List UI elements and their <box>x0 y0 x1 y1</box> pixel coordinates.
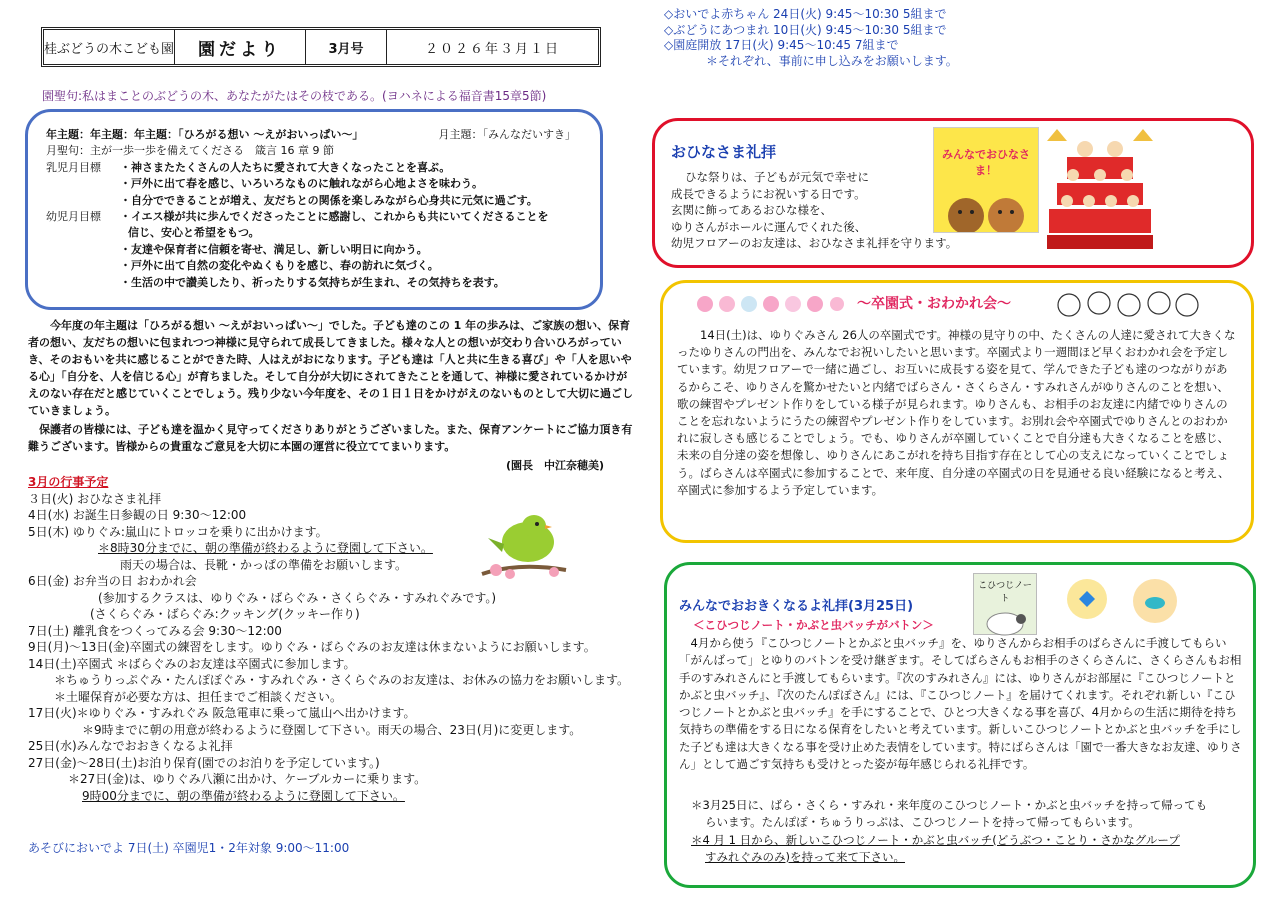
youji-goal: ・友達や保育者に信頼を寄せ、満足し、新しい明日に向かう。 <box>120 242 428 256</box>
ookiku-notes <box>691 797 1207 866</box>
badge-icon <box>1129 573 1181 627</box>
month-verse: 月聖句：主が一歩一歩を備えてくださる 箴言 16 章 9 節 <box>46 144 334 158</box>
year-theme: 年主題：年主題：年主題：「ひろがる想い ～えがおいっぱい～」 <box>46 128 364 141</box>
hinamatsuri-box <box>652 118 1254 268</box>
event-line: 7日(土) 離乳食をつくってみる会 9:30～12:00 <box>28 623 282 638</box>
event-line: ＊ちゅうりっぷぐみ・たんぽぽぐみ・すみれぐみ・さくらぐみのお友達は、お休みの協力をお願いします。 <box>54 673 630 687</box>
graduation-box <box>660 280 1254 543</box>
open-event-line: ◇園庭開放 17日(火) 9:45～10:45 7組まで <box>664 38 899 52</box>
event-line: ＊土曜保育が必要な方は、担任までご相談ください。 <box>54 689 343 704</box>
notebook-label: こひつじノート <box>978 581 1032 604</box>
events-heading: 3月の行事予定 <box>28 475 109 489</box>
ookiku-note: らいます。たんぽぽ・ちゅうりっぷは、こひつじノートを持って帰ってもらいます。 <box>705 815 1140 830</box>
event-line: (参加するクラスは、ゆりぐみ・ばらぐみ・さくらぐみ・すみれぐみです。) <box>98 590 497 605</box>
principal-signature: (園長 中江奈穂美) <box>506 459 605 472</box>
ookiku-text: 4月から使う『こひつじノートとかぶと虫バッチ』を、ゆりさんからお相手のばらさんに手渡してもらい「がんばって」とゆりのバトンを受け継ぎます。そしてばらさんもお相手のさくらさんに、さくらさんもお相手のすみれさんにと手渡してもらいます。『次のすみれさん』には、ゆりさんがお部屋に『こひつじノートとかぶと虫バッチ』、『次のたんぽぽさん』には、『こひつじノート』を届けてくれます。それぞれ新しい『こひつじノートとかぶと虫バッチ』を手にすることで、ひとつ大きくなる事を喜び、4月からの生活に期待を持ち気持ちの準備をする日になる保育をしたいと考えています。新しいこひつじノートとかぶと虫バッチを手にした子ども達は大きくなる事を受け止めた表情をしています。特にばらさんは「園で一番大きなお友達、ゆりさん」として過ごす気持ちも受けとった姿が毎年感じられる礼拝です。 <box>679 636 1242 772</box>
event-line: 17日(火)＊ゆりぐみ・すみれぐみ 阪急電車に乗って嵐山へ出かけます。 <box>28 706 416 720</box>
event-line: ３日(火) おひなさま礼拝 <box>28 491 162 506</box>
ookiku-note: ＊3月25日に、ばら・さくら・すみれ・来年度のこひつじノート・かぶと虫バッチを持って帰っても <box>691 798 1208 812</box>
children-illustration <box>1051 289 1201 329</box>
event-line: 雨天の場合は、長靴・かっぱの準備をお願いします。 <box>120 557 408 572</box>
principal-message-1: 今年度の年主題は「ひろがる想い ～えがおいっぱい～」でした。子ども達のこの 1 年の歩みは、ご家族の想い、保育者の想い、友だちの想いに包まれつつ神様に見守られて成長してきました。様々な人との想いが交わり合いひろがっていき、そのおもいを共に感じることができた時、人はえがおになります。子ども達は「人と共に生きる喜び」や「人を思いやる心」「自分を、人を信じる心」が育ちました。そして自分が大切にされてきたことを通して、神様に愛されているかけがえのない存在だと感じていくことでしょう。残り少ない今年度を、その１日１日をかけがえのないものとして大切に過ごしていきましょう。 <box>28 319 633 417</box>
nyuji-label: 乳児月目標 <box>46 160 101 174</box>
month-theme: 月主題：「みんなだいすき」 <box>438 128 576 141</box>
event-line: 6日(金) お弁当の日 おわかれ会 <box>28 574 197 588</box>
nyuji-goal: ・神さまたたくさんの人たちに愛されて大きくなったことを喜ぶ。 <box>120 160 451 174</box>
event-line: 9日(月)～13日(金)卒園式の練習をします。ゆりぐみ・ばらぐみのお友達は休まないようにお願いします。 <box>28 640 596 654</box>
hinamatsuri-title: おひなさま礼拝 <box>671 143 777 161</box>
event-line: 27日(金)～28日(土)お泊り保育(園でのお泊りを予定しています。) <box>28 755 380 770</box>
event-line: 14日(土)卒園式 ＊ばらぐみのお友達は卒園式に参加します。 <box>28 656 356 671</box>
youji-goal: ・イエス様が共に歩んでくださったことに感謝し、これからも共にいてくださることを <box>120 210 549 224</box>
principal-message-2: 保護者の皆様には、子ども達を温かく見守ってくださりありがとうございました。また、保育アンケートにご協力頂き有難うございます。皆様からの貴重なご意見を大切に本園の運営に役立ててまいります。 <box>28 423 633 453</box>
nyuji-goal: ・自分でできることが増え、友だちとの関係を楽しみながら心身共に元気に過ごす。 <box>120 193 538 207</box>
issue-date: ２０２６年３月１日 <box>424 41 560 57</box>
hinamatsuri-text <box>671 169 957 252</box>
issue-month: 3月号 <box>306 30 387 64</box>
graduation-title: ～卒園式・おわかれ会～ <box>857 296 1011 312</box>
youji-goal: 信じ、安心と希望をもつ。 <box>128 226 260 240</box>
nyuji-goal: ・戸外に出て春を感じ、いろいろなものに触れながら心地よさを味わう。 <box>120 177 483 191</box>
ookiku-subtitle: ＜こひつじノート・かぶと虫バッチがバトン＞ <box>693 618 934 632</box>
header-table <box>41 27 601 67</box>
paper-title: 園だより <box>175 30 306 64</box>
hina-dan-illustration <box>1047 127 1153 257</box>
event-line: 4日(水) お誕生日参観の日 9:30～12:00 <box>28 508 247 522</box>
open-event-line: ◇おいでよ赤ちゃん 24日(火) 9:45～10:30 5組まで <box>664 7 947 21</box>
event-line: ＊9時までに朝の用意が終わるように登園して下さい。雨天の場合、23日(月)に変更します。 <box>82 722 582 737</box>
youji-goal: ・生活の中で讃美したり、祈ったりする気持ちが生まれ、その気持ちを表す。 <box>120 275 505 289</box>
bear-dolls-icon <box>934 178 1038 233</box>
open-event-line: ◇ぶどうにあつまれ 10日(火) 9:45～10:30 5組まで <box>664 22 947 37</box>
hinamatsuri-line: ひな祭りは、子どもが元気で幸せに <box>685 170 869 184</box>
event-line: (さくらぐみ・ばらぐみ:クッキング(クッキー作り) <box>90 607 360 621</box>
event-line: 25日(水)みんなでおおきくなるよ礼拝 <box>28 739 233 753</box>
ookiku-title: みんなでおおきくなるよ礼拝(3月25日) <box>679 599 914 614</box>
open-event-note: ＊それぞれ、事前に申し込みをお願いします。 <box>706 53 958 68</box>
graduation-text: 14日(土)は、ゆりぐみさん 26人の卒園式です。神様の見守りの中、たくさんの人達に愛されて大きくなったゆりさんの門出を、みんなでお祝いしたいと思います。卒園式より一週間ほど早くおわかれ会を予定しています。幼児フロアーで一緒に過ごし、お互いに成長する姿を見て、学んできた子ども達のつながりがあるからこそ、ゆりさんを驚かせたいと内緒でばらさん・さくらさん・すみれさんがゆりさんのことを想い、歌の練習やプレゼント作りをしている様子が見られます。ゆりさんも、お相手のお友達に内緒でゆりさんのことを忘れないようにうたの練習やプレゼント作りをしています。お別れ会や卒園式でゆりさんとのおわかれに寂しさも感じることでしょう。でも、ゆりさんが卒園していくことで自分達も大きくなることを感じ、未来の自分達の姿を想像し、ゆりさんにあこがれを持ち目指す存在として心の支えになっていくことでしょう。ばらさんは卒園式に参加することで、来年度、自分達の卒園式の日を見通せる良い経験になると考え、卒園式に参加するよう予定しています。 <box>677 328 1236 497</box>
hinamatsuri-line: 玄関に飾ってあるおひな様を、 <box>671 203 832 217</box>
youji-goal: ・戸外に出て自然の変化やぬくもりを感じ、春の訪れに気づく。 <box>120 259 439 273</box>
ookiku-note: ＊4 月 1 日から、新しいこひつじノート・かぶと虫バッチ(どうぶつ・ことり・さかなグループ <box>691 832 1180 847</box>
ookiku-note: すみれぐみのみ)を持って来て下さい。 <box>705 849 905 864</box>
hinamatsuri-book-cover <box>933 127 1039 233</box>
book-title: みんなでおひなさま！ <box>942 148 1030 177</box>
youji-label: 幼児月目標 <box>46 210 101 224</box>
scripture: 園聖句:私はまことのぶどうの木、あなたがたはその枝である。(ヨハネによる福音書15章5節) <box>42 89 547 103</box>
event-line: 9時00分までに、朝の準備が終わるように登園して下さい。 <box>82 788 405 803</box>
hinamatsuri-line: ゆりさんがホールに運んでくれた後、 <box>671 219 867 234</box>
open-events <box>664 7 958 69</box>
event-line: 5日(木) ゆりぐみ:嵐山にトロッコを乗りに出かけます。 <box>28 524 328 539</box>
bird-illustration <box>478 512 570 588</box>
hinamatsuri-line: 成長できるようにお祝いする日です。 <box>671 186 866 201</box>
flowers-decoration <box>695 293 845 315</box>
hinamatsuri-line: 幼児フロアーのお友達は、おひなさま礼拝を守ります。 <box>671 236 958 250</box>
event-line: ＊8時30分までに、朝の準備が終わるように登園して下さい。 <box>98 541 433 555</box>
notebook-cover <box>973 573 1037 635</box>
ookiku-box <box>664 562 1256 888</box>
asobi-line: あそびにおいでよ 7日(土) 卒園児1・2年対象 9:00～11:00 <box>28 841 350 855</box>
badge-icon <box>1065 573 1109 625</box>
goals-box <box>25 109 603 310</box>
event-line: ＊27日(金)は、ゆりぐみ八瀬に出かけ、ケーブルカーに乗ります。 <box>68 772 427 786</box>
school-name: 桂ぶどうの木こども園 <box>44 30 175 64</box>
